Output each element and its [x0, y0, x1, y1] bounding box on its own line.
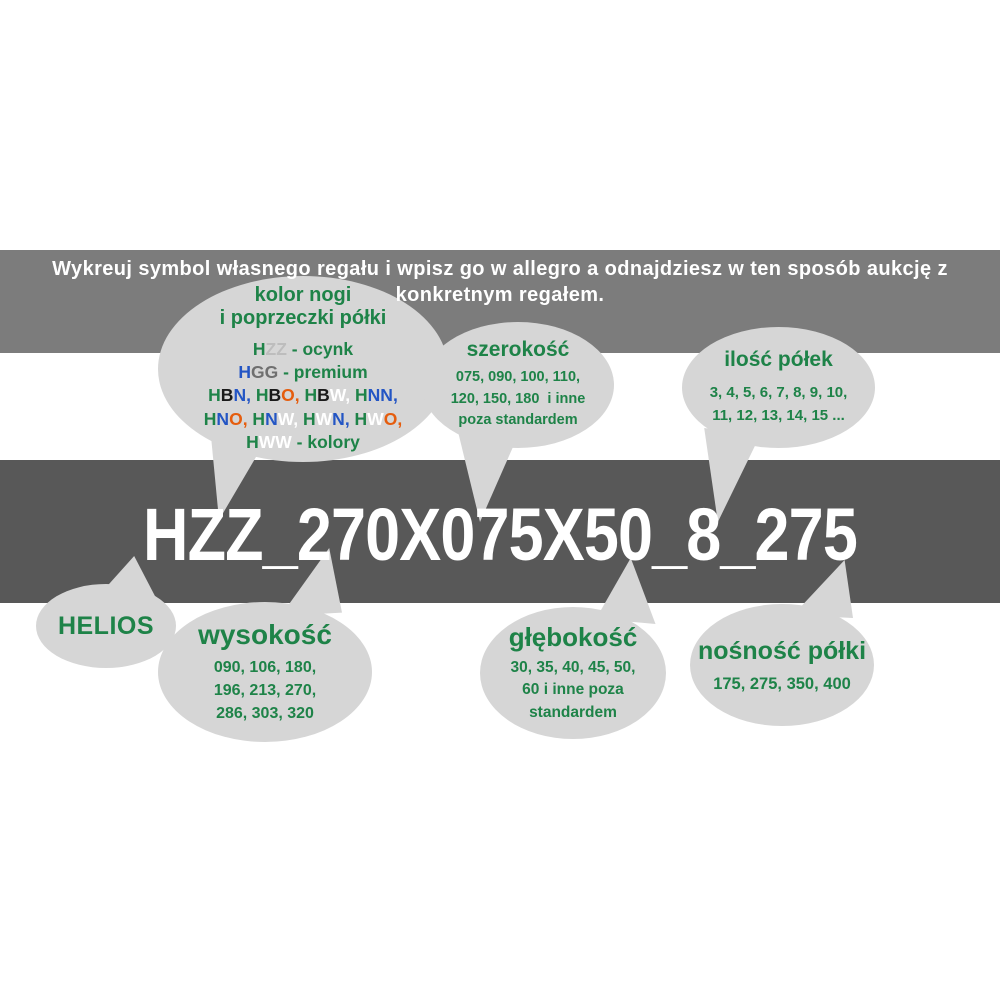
value-line: 075, 090, 100, 110, [455, 368, 581, 385]
value-line: standardem [529, 703, 617, 721]
color-code-line: HZZ - ocynk [252, 338, 354, 359]
color-code-line: HWW - kolory [246, 431, 360, 452]
bubble-wysokosc-values [214, 656, 316, 726]
product-symbol-text: HZZ_270X075X50_8_275 [143, 493, 857, 576]
bubble-glebokosc-title: głębokość [508, 621, 638, 652]
brand-label: HELIOS [57, 611, 155, 640]
value-line: poza standardem [458, 412, 578, 429]
value-line: 196, 213, 270, [213, 681, 317, 699]
value-line: 60 i inne poza [522, 681, 624, 699]
color-code-line: HNO, HNW, HWN, HWO, [203, 408, 403, 429]
value-line: 090, 106, 180, [213, 658, 317, 676]
bubble-szerokosc [422, 322, 614, 448]
header-line-1: Wykreuj symbol własnego regału i wpisz go w allegro a odnajdziesz w ten sposób aukcję z [52, 258, 948, 280]
bubble-glebokosc-values [511, 657, 636, 724]
header-text [0, 256, 1000, 308]
color-code-list [204, 338, 402, 454]
value-line: 3, 4, 5, 6, 7, 8, 9, 10, [709, 383, 848, 401]
bubble-szerokosc-title: szerokość [466, 337, 570, 361]
bubble-kolor-title-line1: kolor nogi [254, 283, 352, 306]
bubble-kolor-title-line2: i poprzeczki półki [219, 307, 387, 330]
color-code-line: HGG - premium [238, 362, 368, 383]
value-line: 286, 303, 320 [216, 705, 314, 723]
bubble-nosnosc-title: nośność półki [697, 636, 867, 665]
value-line: 175, 275, 350, 400 [713, 674, 851, 693]
bubble-glebokosc [480, 607, 666, 739]
value-line: 30, 35, 40, 45, 50, [510, 658, 636, 676]
value-line: 11, 12, 13, 14, 15 ... [712, 407, 845, 424]
bubble-ilosc-title: ilość półek [724, 347, 833, 371]
bubble-wysokosc-title: wysokość [198, 618, 332, 650]
bubble-nosnosc-polki [690, 604, 874, 726]
header-line-2: konkretnym regałem. [395, 284, 605, 306]
bubble-wysokosc [158, 602, 372, 742]
bubble-szerokosc-values [451, 367, 586, 432]
color-code-line: HBN, HBO, HBW, HNN, [208, 385, 398, 406]
value-line: 120, 150, 180 i inne [450, 390, 586, 407]
bubble-nosnosc-values [713, 675, 851, 694]
bubble-helios-brand [36, 584, 176, 668]
bubble-ilosc-values [710, 381, 848, 428]
bubble-ilosc-polek [682, 327, 875, 448]
